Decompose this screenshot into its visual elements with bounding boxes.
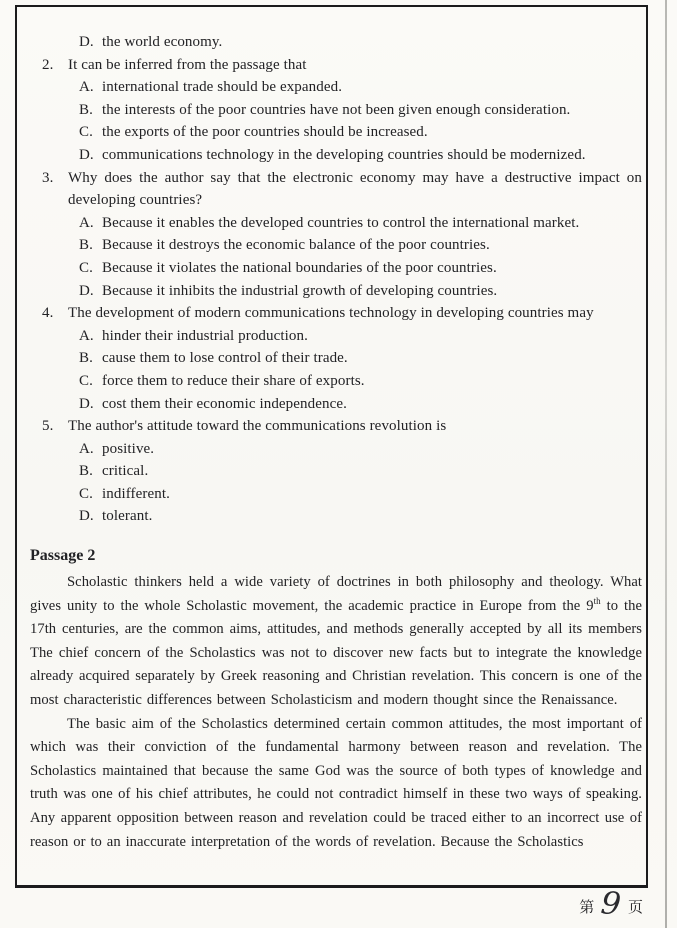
- question-4: [30, 302, 642, 325]
- option-text: international trade should be expanded.: [102, 79, 343, 96]
- passage-heading: Passage 2: [30, 547, 96, 565]
- page-number-handwritten: 9: [599, 885, 623, 923]
- option-row: [79, 347, 642, 370]
- option-text: the interests of the poor countries have not been given enough consideration.: [102, 101, 571, 118]
- option-text: indifferent.: [102, 485, 170, 502]
- option-row: [79, 121, 642, 144]
- option-row: [79, 99, 642, 122]
- question-2: [30, 54, 642, 77]
- option-letter: D.: [79, 395, 94, 412]
- option-text: tolerant.: [102, 508, 153, 525]
- option-letter: C.: [79, 372, 93, 389]
- option-text: cause them to lose control of their trade.: [102, 350, 348, 367]
- option-letter: D.: [79, 34, 94, 50]
- content-border-box: [15, 5, 648, 888]
- footer-prefix: 第: [579, 900, 595, 916]
- question-3: [30, 167, 642, 212]
- questions-section: [30, 31, 642, 528]
- option-row: [79, 212, 642, 235]
- superscript-th: th: [593, 595, 601, 606]
- paragraph-text: Scholastic thinkers held a wide variety of doctrines in both philosophy and theology. What gives unity to the whole Scholastic movement, the academic practice in Europe from the 9: [30, 574, 642, 614]
- option-text: Because it destroys the economic balance of the poor countries.: [102, 237, 490, 254]
- option-row: [79, 257, 642, 280]
- option-letter: B.: [79, 350, 93, 367]
- option-text: positive.: [102, 440, 155, 457]
- option-letter: D.: [79, 146, 94, 163]
- question-number: 2.: [42, 56, 54, 73]
- option-text: the exports of the poor countries should be increased.: [102, 124, 428, 141]
- option-row: [79, 505, 642, 528]
- option-row-q1-d: [79, 31, 642, 54]
- option-row: [79, 460, 642, 483]
- option-text: the world economy.: [102, 34, 223, 50]
- option-text: Because it enables the developed countries to control the international market.: [102, 214, 580, 231]
- option-letter: A.: [79, 214, 94, 231]
- option-row: [79, 234, 642, 257]
- option-letter: A.: [79, 327, 94, 344]
- footer-suffix: 页: [627, 900, 643, 916]
- question-stem: The author's attitude toward the communications revolution is: [68, 418, 447, 435]
- question-number: 5.: [42, 418, 54, 435]
- option-row: [79, 325, 642, 348]
- question-stem: Why does the author say that the electronic economy may have a destructive impact on developing countries?: [68, 169, 642, 209]
- option-text: Because it violates the national boundaries of the poor countries.: [102, 259, 497, 276]
- option-letter: C.: [79, 124, 93, 141]
- option-letter: C.: [79, 485, 93, 502]
- question-5: [30, 415, 642, 438]
- paragraph-text: to the 17th centuries, are the common aims, attitudes, and methods generally accepted by all its members The chief concern of the Scholastics was not to discover new facts but to integrate the knowledge already acquired separately by Greek reasoning and Christian revelation. This concern is one of the most characteristic differences between Scholasticism and modern thought since the Renaissance.: [30, 597, 642, 709]
- scan-edge-line: [665, 0, 667, 928]
- option-text: communications technology in the developing countries should be modernized.: [102, 146, 586, 163]
- option-row: [79, 144, 642, 167]
- page-footer: [523, 885, 643, 927]
- option-letter: A.: [79, 79, 94, 96]
- option-row: [79, 393, 642, 416]
- option-letter: B.: [79, 463, 93, 480]
- passage-paragraph-1: [30, 571, 642, 713]
- question-number: 3.: [42, 169, 54, 186]
- option-row: [79, 370, 642, 393]
- option-text: force them to reduce their share of exports.: [102, 372, 365, 389]
- option-row: [79, 483, 642, 506]
- option-letter: D.: [79, 282, 94, 299]
- option-letter: B.: [79, 101, 93, 118]
- option-letter: C.: [79, 259, 93, 276]
- option-letter: B.: [79, 237, 93, 254]
- option-text: Because it inhibits the industrial growth of developing countries.: [102, 282, 498, 299]
- option-row: [79, 438, 642, 461]
- option-text: cost them their economic independence.: [102, 395, 347, 412]
- option-row: [79, 76, 642, 99]
- question-number: 4.: [42, 305, 54, 322]
- option-letter: D.: [79, 508, 94, 525]
- passage-paragraph-2: The basic aim of the Scholastics determined certain common attitudes, the most important of which was their conviction of the fundamental harmony between reason and revelation. The Scholastics maintained that because the same God was the source of both types of knowledge and truth was one of his chief attributes, he could not contradict himself in these two ways of speaking. Any apparent opposition between reason and revelation could be traced either to an incorrect use of reason or to an inaccurate interpretation of the words of revelation. Because the Scholastics: [30, 715, 642, 850]
- question-stem: It can be inferred from the passage that: [68, 56, 307, 73]
- option-row: [79, 280, 642, 303]
- option-text: critical.: [102, 463, 149, 480]
- question-stem: The development of modern communications technology in developing countries may: [68, 305, 594, 322]
- option-letter: A.: [79, 440, 94, 457]
- option-text: hinder their industrial production.: [102, 327, 308, 344]
